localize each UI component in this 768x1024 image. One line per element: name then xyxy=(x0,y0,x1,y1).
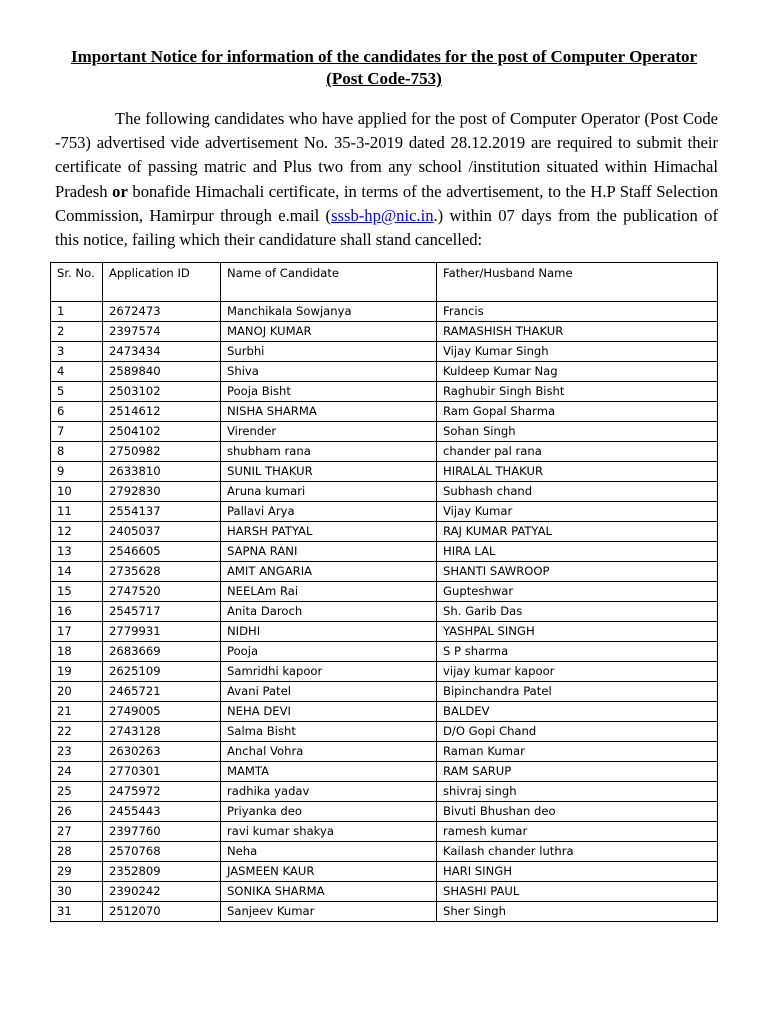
cell-father-husband-name: RAJ KUMAR PATYAL xyxy=(437,522,718,542)
table-row xyxy=(51,462,718,482)
cell-candidate-name: Pooja xyxy=(221,642,437,662)
cell-application-id: 2749005 xyxy=(103,702,221,722)
cell-father-husband-name: Sh. Garib Das xyxy=(437,602,718,622)
cell-sr-no: 10 xyxy=(51,482,103,502)
table-row xyxy=(51,722,718,742)
cell-application-id: 2473434 xyxy=(103,342,221,362)
cell-application-id: 2770301 xyxy=(103,762,221,782)
cell-application-id: 2390242 xyxy=(103,882,221,902)
cell-candidate-name: Virender xyxy=(221,422,437,442)
cell-candidate-name: MAMTA xyxy=(221,762,437,782)
cell-sr-no: 18 xyxy=(51,642,103,662)
notice-paragraph xyxy=(55,107,718,252)
table-row xyxy=(51,482,718,502)
cell-candidate-name: HARSH PATYAL xyxy=(221,522,437,542)
cell-sr-no: 7 xyxy=(51,422,103,442)
table-row xyxy=(51,382,718,402)
cell-father-husband-name: shivraj singh xyxy=(437,782,718,802)
cell-father-husband-name: SHANTI SAWROOP xyxy=(437,562,718,582)
cell-application-id: 2625109 xyxy=(103,662,221,682)
cell-sr-no: 29 xyxy=(51,862,103,882)
cell-candidate-name: Anita Daroch xyxy=(221,602,437,622)
cell-father-husband-name: Vijay Kumar Singh xyxy=(437,342,718,362)
table-row xyxy=(51,822,718,842)
cell-father-husband-name: SHASHI PAUL xyxy=(437,882,718,902)
cell-candidate-name: Aruna kumari xyxy=(221,482,437,502)
cell-application-id: 2779931 xyxy=(103,622,221,642)
notice-title xyxy=(40,46,728,90)
cell-sr-no: 14 xyxy=(51,562,103,582)
cell-father-husband-name: Bivuti Bhushan deo xyxy=(437,802,718,822)
table-row xyxy=(51,882,718,902)
cell-application-id: 2672473 xyxy=(103,302,221,322)
table-row xyxy=(51,422,718,442)
cell-father-husband-name: HIRALAL THAKUR xyxy=(437,462,718,482)
cell-application-id: 2475972 xyxy=(103,782,221,802)
cell-father-husband-name: Raghubir Singh Bisht xyxy=(437,382,718,402)
cell-father-husband-name: HARI SINGH xyxy=(437,862,718,882)
cell-candidate-name: Surbhi xyxy=(221,342,437,362)
cell-candidate-name: Shiva xyxy=(221,362,437,382)
table-row xyxy=(51,642,718,662)
table-row xyxy=(51,322,718,342)
table-row xyxy=(51,582,718,602)
cell-sr-no: 5 xyxy=(51,382,103,402)
table-row xyxy=(51,762,718,782)
cell-sr-no: 24 xyxy=(51,762,103,782)
cell-father-husband-name: Raman Kumar xyxy=(437,742,718,762)
cell-sr-no: 27 xyxy=(51,822,103,842)
paragraph-or-bold: or xyxy=(112,181,128,201)
cell-sr-no: 28 xyxy=(51,842,103,862)
cell-sr-no: 11 xyxy=(51,502,103,522)
cell-application-id: 2465721 xyxy=(103,682,221,702)
table-row xyxy=(51,562,718,582)
cell-sr-no: 26 xyxy=(51,802,103,822)
cell-application-id: 2546605 xyxy=(103,542,221,562)
header-application-id: Application ID xyxy=(103,263,221,302)
cell-father-husband-name: S P sharma xyxy=(437,642,718,662)
cell-sr-no: 9 xyxy=(51,462,103,482)
cell-application-id: 2397760 xyxy=(103,822,221,842)
cell-candidate-name: NEELAm Rai xyxy=(221,582,437,602)
cell-sr-no: 19 xyxy=(51,662,103,682)
cell-application-id: 2750982 xyxy=(103,442,221,462)
table-row xyxy=(51,402,718,422)
cell-candidate-name: Avani Patel xyxy=(221,682,437,702)
cell-application-id: 2633810 xyxy=(103,462,221,482)
cell-sr-no: 25 xyxy=(51,782,103,802)
cell-application-id: 2352809 xyxy=(103,862,221,882)
table-row xyxy=(51,502,718,522)
cell-application-id: 2743128 xyxy=(103,722,221,742)
paragraph-text-2: bonafide Himachali certificate, in terms of the advertisement, to the H.P Staff Selection Commission, Hamirpur through e.mail ( xyxy=(55,181,718,225)
table-row xyxy=(51,542,718,562)
candidates-table xyxy=(50,262,718,922)
cell-candidate-name: AMIT ANGARIA xyxy=(221,562,437,582)
cell-father-husband-name: Kuldeep Kumar Nag xyxy=(437,362,718,382)
cell-candidate-name: Manchikala Sowjanya xyxy=(221,302,437,322)
cell-father-husband-name: RAMASHISH THAKUR xyxy=(437,322,718,342)
cell-application-id: 2455443 xyxy=(103,802,221,822)
cell-application-id: 2570768 xyxy=(103,842,221,862)
cell-application-id: 2504102 xyxy=(103,422,221,442)
table-row xyxy=(51,362,718,382)
cell-sr-no: 17 xyxy=(51,622,103,642)
cell-application-id: 2589840 xyxy=(103,362,221,382)
cell-father-husband-name: RAM SARUP xyxy=(437,762,718,782)
notice-title-line-2: (Post Code-753) xyxy=(326,69,442,88)
cell-application-id: 2683669 xyxy=(103,642,221,662)
cell-sr-no: 20 xyxy=(51,682,103,702)
cell-application-id: 2503102 xyxy=(103,382,221,402)
cell-father-husband-name: BALDEV xyxy=(437,702,718,722)
table-row xyxy=(51,342,718,362)
cell-application-id: 2545717 xyxy=(103,602,221,622)
table-row xyxy=(51,522,718,542)
cell-father-husband-name: HIRA LAL xyxy=(437,542,718,562)
cell-father-husband-name: Bipinchandra Patel xyxy=(437,682,718,702)
cell-application-id: 2735628 xyxy=(103,562,221,582)
table-row xyxy=(51,782,718,802)
cell-sr-no: 22 xyxy=(51,722,103,742)
cell-application-id: 2397574 xyxy=(103,322,221,342)
cell-candidate-name: Samridhi kapoor xyxy=(221,662,437,682)
cell-candidate-name: SUNIL THAKUR xyxy=(221,462,437,482)
cell-application-id: 2792830 xyxy=(103,482,221,502)
header-father-husband-name: Father/Husband Name xyxy=(437,263,718,302)
table-row xyxy=(51,742,718,762)
cell-candidate-name: Neha xyxy=(221,842,437,862)
cell-candidate-name: Pallavi Arya xyxy=(221,502,437,522)
cell-sr-no: 4 xyxy=(51,362,103,382)
notice-title-line-1: Important Notice for information of the candidates for the post of Computer Operator xyxy=(70,47,698,66)
cell-father-husband-name: Subhash chand xyxy=(437,482,718,502)
cell-candidate-name: MANOJ KUMAR xyxy=(221,322,437,342)
paragraph-text-3: .) within 07 days from the publication of this notice, failing which their candidature shall stand cancelled: xyxy=(55,205,718,250)
cell-application-id: 2514612 xyxy=(103,402,221,422)
cell-father-husband-name: Ram Gopal Sharma xyxy=(437,402,718,422)
cell-candidate-name: radhika yadav xyxy=(221,782,437,802)
cell-candidate-name: SAPNA RANI xyxy=(221,542,437,562)
cell-application-id: 2630263 xyxy=(103,742,221,762)
cell-sr-no: 23 xyxy=(51,742,103,762)
cell-sr-no: 12 xyxy=(51,522,103,542)
header-candidate-name: Name of Candidate xyxy=(221,263,437,302)
cell-sr-no: 6 xyxy=(51,402,103,422)
cell-candidate-name: shubham rana xyxy=(221,442,437,462)
email-link[interactable]: sssb-hp@nic.in xyxy=(331,205,434,225)
cell-candidate-name: JASMEEN KAUR xyxy=(221,862,437,882)
paragraph-text-1: The following candidates who have applied for the post of Computer Operator (Post Code -753) advertised vide advertisement No. 35-3-2019 dated 28.12.2019 are required to submit their certificate of passing matric and Plus two from any school /institution situated within Himachal Pradesh xyxy=(55,109,718,201)
table-row xyxy=(51,802,718,822)
table-row xyxy=(51,902,718,922)
cell-father-husband-name: ramesh kumar xyxy=(437,822,718,842)
cell-father-husband-name: Vijay Kumar xyxy=(437,502,718,522)
cell-sr-no: 15 xyxy=(51,582,103,602)
cell-sr-no: 3 xyxy=(51,342,103,362)
table-row xyxy=(51,662,718,682)
cell-sr-no: 2 xyxy=(51,322,103,342)
cell-sr-no: 30 xyxy=(51,882,103,902)
table-row xyxy=(51,442,718,462)
cell-sr-no: 31 xyxy=(51,902,103,922)
cell-candidate-name: NIDHI xyxy=(221,622,437,642)
cell-candidate-name: Anchal Vohra xyxy=(221,742,437,762)
cell-candidate-name: Pooja Bisht xyxy=(221,382,437,402)
cell-father-husband-name: Kailash chander luthra xyxy=(437,842,718,862)
table-row xyxy=(51,842,718,862)
cell-father-husband-name: chander pal rana xyxy=(437,442,718,462)
cell-candidate-name: NISHA SHARMA xyxy=(221,402,437,422)
table-row xyxy=(51,602,718,622)
cell-father-husband-name: Francis xyxy=(437,302,718,322)
cell-sr-no: 1 xyxy=(51,302,103,322)
table-row xyxy=(51,862,718,882)
table-row xyxy=(51,682,718,702)
cell-candidate-name: NEHA DEVI xyxy=(221,702,437,722)
cell-father-husband-name: Sher Singh xyxy=(437,902,718,922)
cell-sr-no: 21 xyxy=(51,702,103,722)
cell-father-husband-name: Gupteshwar xyxy=(437,582,718,602)
cell-father-husband-name: vijay kumar kapoor xyxy=(437,662,718,682)
cell-application-id: 2554137 xyxy=(103,502,221,522)
cell-father-husband-name: D/O Gopi Chand xyxy=(437,722,718,742)
cell-candidate-name: Priyanka deo xyxy=(221,802,437,822)
cell-application-id: 2512070 xyxy=(103,902,221,922)
table-header-row xyxy=(51,263,718,302)
cell-application-id: 2747520 xyxy=(103,582,221,602)
cell-candidate-name: Salma Bisht xyxy=(221,722,437,742)
table-row xyxy=(51,702,718,722)
cell-father-husband-name: Sohan Singh xyxy=(437,422,718,442)
cell-father-husband-name: YASHPAL SINGH xyxy=(437,622,718,642)
cell-application-id: 2405037 xyxy=(103,522,221,542)
cell-sr-no: 8 xyxy=(51,442,103,462)
cell-candidate-name: SONIKA SHARMA xyxy=(221,882,437,902)
table-row xyxy=(51,622,718,642)
cell-sr-no: 16 xyxy=(51,602,103,622)
cell-candidate-name: ravi kumar shakya xyxy=(221,822,437,842)
cell-candidate-name: Sanjeev Kumar xyxy=(221,902,437,922)
cell-sr-no: 13 xyxy=(51,542,103,562)
header-sr-no: Sr. No. xyxy=(51,263,103,302)
table-row xyxy=(51,302,718,322)
